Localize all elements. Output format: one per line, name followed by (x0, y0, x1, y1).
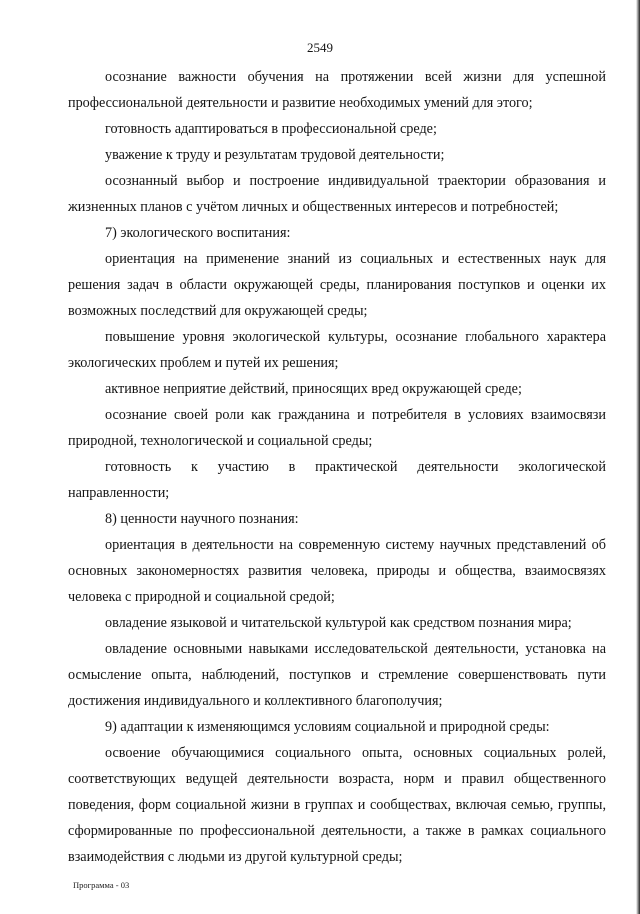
paragraph-education-trajectory: осознанный выбор и построение индивидуальной траектории образования и жизненных планов с учётом личных и общественных интересов и потребностей; (68, 173, 606, 215)
paragraph-social-experience: освоение обучающимися социального опыта, основных социальных ролей, соответствующих ведущей деятельности возраста, норм и правил общественного поведения, форм социальной жизни в группах и сообществах, включая семью, группы, сформированные по профессиональной деятельности, а также в рамках социального взаимодействия с людьми из другой культурной среды; (68, 745, 606, 865)
paragraph-reject-harm: активное неприятие действий, приносящих вред окружающей среде; (105, 381, 522, 397)
paragraph-research-skills: овладение основными навыками исследовательской деятельности, установка на осмысление опыта, наблюдений, поступков и стремление совершенствовать пути достижения индивидуального и коллективного благополучия; (68, 641, 606, 709)
paragraph-practical-readiness: готовность к участию в практической деятельности экологической направленности; (68, 459, 606, 501)
scan-edge (636, 0, 640, 914)
paragraph-apply-knowledge: ориентация на применение знаний из социальных и естественных наук для решения задач в области окружающей среды, планирования поступков и оценки их возможных последствий для окружающей среды; (68, 251, 606, 319)
page-number: 2549 (307, 40, 333, 55)
paragraph-ecological-culture: повышение уровня экологической культуры, осознание глобального характера экологических проблем и путей их решения; (68, 329, 606, 371)
heading-adaptation: 9) адаптации к изменяющимся условиям социальной и природной среды: (105, 719, 550, 735)
footer-program-label: Программа - 03 (73, 880, 130, 890)
paragraph-scientific-orientation: ориентация в деятельности на современную систему научных представлений об основных закономерностях развития человека, природы и общества, взаимосвязях человека с природной и социальной средой; (68, 537, 606, 605)
paragraph-adapt-professional: готовность адаптироваться в профессиональной среде; (105, 121, 437, 137)
paragraph-lifelong-learning: осознание важности обучения на протяжении всей жизни для успешной профессиональной деятельности и развитие необходимых умений для этого; (68, 69, 606, 111)
paragraph-citizen-role: осознание своей роли как гражданина и потребителя в условиях взаимосвязи природной, технологической и социальной среды; (68, 407, 606, 449)
paragraph-respect-labor: уважение к труду и результатам трудовой деятельности; (105, 147, 445, 163)
heading-scientific-values: 8) ценности научного познания: (105, 511, 299, 527)
paragraph-language-culture: овладение языковой и читательской культурой как средством познания мира; (105, 615, 572, 631)
heading-ecological-education: 7) экологического воспитания: (105, 225, 291, 241)
document-body (68, 64, 606, 870)
